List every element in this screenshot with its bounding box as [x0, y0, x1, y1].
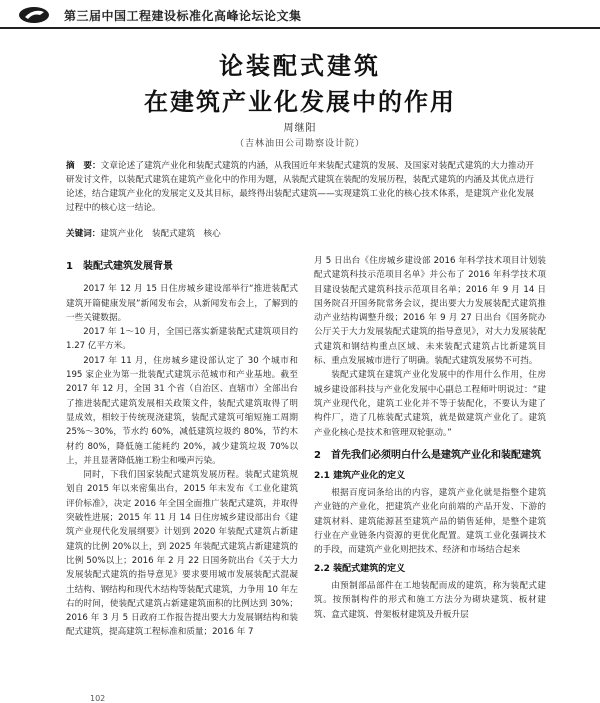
paragraph: 2017 年 1～10 月，全国已落实新建装配式建筑项目约 1.27 亿平方米。: [66, 327, 298, 352]
paragraph: 月 5 日出台《住房城乡建设部 2016 年科学技术项目计划装配式建筑科技示范项目名单》并公布了 2016 年科学技术项目建设装配式建筑科技示范项目名单；2016 年 9 月 14 日国务院召开国务院常务会议，提出要大力发展装配式建筑推动产业结构调整升级；2016 年 9 月 27 日出台《国务院办公厅关于大力发展装配式建筑的指导意见》，对大力发展装配式建筑和钢结构重点区域、未来装配式建筑占比新建筑目标、重点发展城市进行了明确。装配式建筑发展势不可挡。: [314, 256, 546, 367]
paragraph: 由预制部品部件在工地装配而成的建筑，称为装配式建筑。按预制构件的形式和施工方法分为砌块建筑、板材建筑、盒式建筑、骨架板材建筑及升板升层: [314, 580, 546, 620]
paragraph: 2017 年 11 月，住房城乡建设部认定了 30 个城市和 195 家企业为第一批装配式建筑示范城市和产业基地。截至 2017 年 12 月，全国 31 个省（自治区、直辖市）全部出台了推进装配式建筑发展相关政策文件，装配式建筑取得了明显成效，相较于传统现浇建筑，装配式建筑可缩短施工周期 25%～30%，节水约 60%，减低建筑垃圾约 80%，节约木材约 80%，降低施工能耗约 20%，减少建筑垃圾 70%以上，并且显著降低施工粉尘和噪声污染。: [66, 355, 298, 466]
author-name: 周继阳: [283, 123, 317, 134]
header-rule: [0, 27, 600, 29]
paragraph: 同时，下我们国家装配式建筑发展历程。装配式建筑规划自 2015 年以来密集出台，2015 年末发布《工业化建筑评价标准》，决定 2016 年全国全面推广装配式建筑，并取得突破性进展；2015 年 11 月 14 日住房城乡建设部出台《建筑产业现代化发展纲要》计划到 2020 年装配式建筑占新建建筑的比例 20%以上，到 2025 年装配式建筑占新建建筑的比例 50%以上；2016 年 2 月 22 日国务院出台《关于大力发展装配式建筑的指导意见》要求要用城市发展装配式混凝土结构、钢结构和现代木结构等装配式建筑，力争用 10 年左右的时间，使装配式建筑占新建建筑面积的比例达到 30%；2016 年 3 月 5 日政府工作报告提出要大力发展钢结构和装配式建筑，提高建筑工程标准和质量；2016 年 7: [66, 470, 298, 638]
paragraph: 装配式建筑在建筑产业化发展中的作用什么作用，住房城乡建设部科技与产业化发展中心副总工程师叶明说过：“建筑产业现代化，建筑工业化并不等于装配化，不要认为建了构件厂，造了几栋装配式建筑，就是做建筑产业化了。建筑产业化核心是技术和管理双轮驱动。”: [314, 370, 546, 438]
abstract: [66, 159, 534, 215]
keywords: [66, 227, 534, 241]
running-header: [0, 0, 600, 28]
journal-logo-icon: [18, 6, 50, 24]
paper-title-line-1: 论装配式建筑: [219, 52, 381, 80]
section-2-heading: 2 首先我们必须明白什么是建筑产业化和装配建筑: [314, 449, 541, 461]
section-1-heading: 1 装配式建筑发展背景: [66, 261, 173, 272]
paper-title-line-2: 在建筑产业化发展中的作用: [144, 88, 456, 116]
abstract-label: 摘 要：: [66, 161, 101, 171]
right-column: [314, 254, 546, 622]
journal-title: 第三届中国工程建设标准化高峰论坛论文集: [64, 9, 302, 23]
left-column: [66, 254, 298, 640]
page-number: 102: [90, 694, 106, 703]
keywords-text: 建筑产业化 装配式建筑 核心: [100, 229, 221, 239]
subsection-2-1-heading: 2.1 建筑产业化的定义: [314, 470, 406, 481]
abstract-text: 文章论述了建筑产业化和装配式建筑的内涵，从我国近年来装配式建筑的发展、及国家对装配式建筑的大力推动开研发讨文件，以装配式建筑在建筑产业化中的作用为题，从装配式建筑在装配的发展历程，装配式建筑的内涵及其优点进行论述，结合建筑产业化的发展定义及其目标，最终得出装配式建筑——实现建筑工业化的核心技术体系，是建筑产业化发展过程中的核心这一结论。: [66, 161, 534, 213]
subsection-2-2-heading: 2.2 装配式建筑的定义: [314, 563, 406, 574]
keywords-label: 关键词：: [66, 229, 101, 239]
paragraph: 2017 年 12 月 15 日住房城乡建设部举行“推进装配式建筑开篇健康发展”新闻发布会，从新闻发布会上，了解到的一些关键数据。: [66, 284, 298, 323]
author-affiliation: （吉林油田公司勘察设计院）: [234, 139, 365, 149]
paragraph: 根据百度词条给出的内容，建筑产业化就是指整个建筑产业链的产业化，把建筑产业化向前端的产品开发、下游的建筑材料、建筑能源甚至建筑产品的销售延伸，是整个建筑行业在产业链条内资源的更优化配置。建筑工业化强调技术的手段，而建筑产业化则把技术、经济和市场结合起来: [314, 488, 546, 556]
